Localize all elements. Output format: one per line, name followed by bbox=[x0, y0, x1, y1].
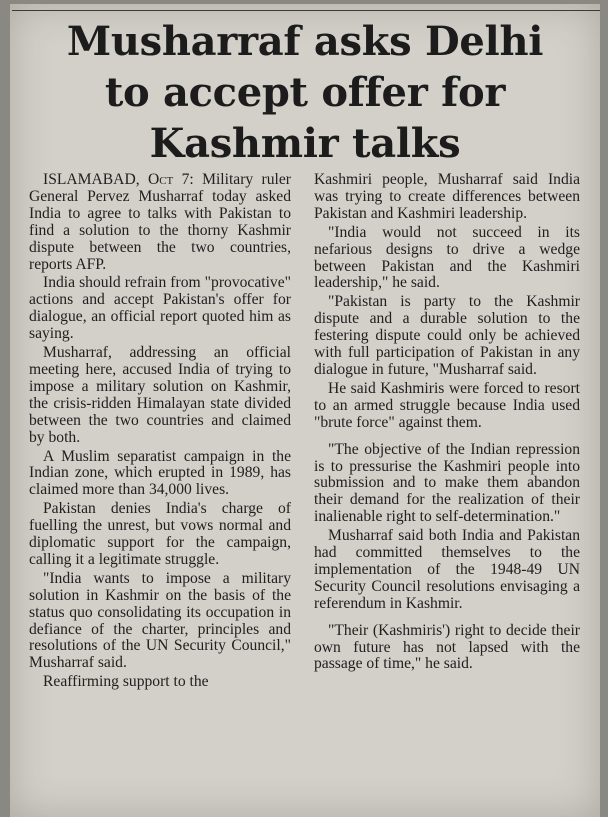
article-paragraph: "The objective of the Indian repression is to pressurise the Kashmiri people into submission and to make them abandon their demand for the realization of their inalienable right to self-determination." bbox=[314, 440, 580, 526]
top-rule bbox=[12, 10, 600, 11]
article-paragraph: Kashmiri people, Musharraf said India was trying to create differences between Pakistan and Kashmiri leadership. bbox=[314, 171, 580, 222]
article-paragraph: Pakistan denies India's charge of fuelling the unrest, but vows normal and diplomatic support for the campaign, calling it a legitimate struggle. bbox=[29, 500, 291, 568]
article-paragraph: Reaffirming support to the bbox=[43, 673, 209, 691]
article-paragraph: "Pakistan is party to the Kashmir dispute and a durable solution to the festering dispute could only be achieved with full participation of Pakistan in any dialogue in future, "Musharraf said. bbox=[314, 293, 580, 378]
article-paragraph: He said Kashmiris were forced to resort to an armed struggle because India used "brute force" against them. bbox=[314, 379, 580, 431]
article-paragraph: Musharraf said both India and Pakistan had committed themselves to the implementation of the 1948-49 UN Security Council resolutions envisaging a referendum in Kashmir. bbox=[314, 527, 580, 612]
dateline: ISLAMABAD, Oct 7: bbox=[43, 171, 194, 188]
headline-line: to accept offer for bbox=[104, 69, 506, 116]
headline-line: Kashmir talks bbox=[149, 120, 461, 167]
newspaper-clipping bbox=[10, 4, 600, 817]
article-paragraph: India should refrain from "provocative" actions and accept Pakistan's offer for dialogue, an official report quoted him as saying. bbox=[29, 274, 291, 343]
article-paragraph: A Muslim separatist campaign in the Indian zone, which erupted in 1989, has claimed more than 34,000 lives. bbox=[29, 447, 291, 499]
article-paragraph: "India would not succeed in its nefarious designs to drive a wedge between Pakistan and the Kashmiri leadership," he said. bbox=[314, 223, 580, 292]
headline-line: Musharraf asks Delhi bbox=[66, 18, 544, 65]
article-column-left bbox=[29, 172, 291, 693]
article-paragraph: "India wants to impose a military solution in Kashmir on the basis of the status quo consolidating its occupation in defiance of the charter, principles and resolutions of the UN Security Council," Musharraf said. bbox=[29, 569, 291, 672]
article-paragraph bbox=[29, 172, 291, 273]
article-column-right bbox=[314, 172, 580, 675]
article-paragraph: "Their (Kashmiris') right to decide their own future has not lapsed with the passage of time," he said. bbox=[314, 621, 580, 673]
article-paragraph: Musharraf, addressing an official meeting here, accused India of trying to impose a military solution on Kashmir, the crisis-ridden Himalayan state divided between the two countries and claimed by both. bbox=[29, 344, 291, 446]
paragraph-text: Military ruler General Pervez Musharraf today asked India to agree to talks with Pakistan to find a solution to the thorny Kashmir dispute between the two countries, reports AFP. bbox=[29, 171, 291, 273]
headline bbox=[10, 16, 600, 169]
